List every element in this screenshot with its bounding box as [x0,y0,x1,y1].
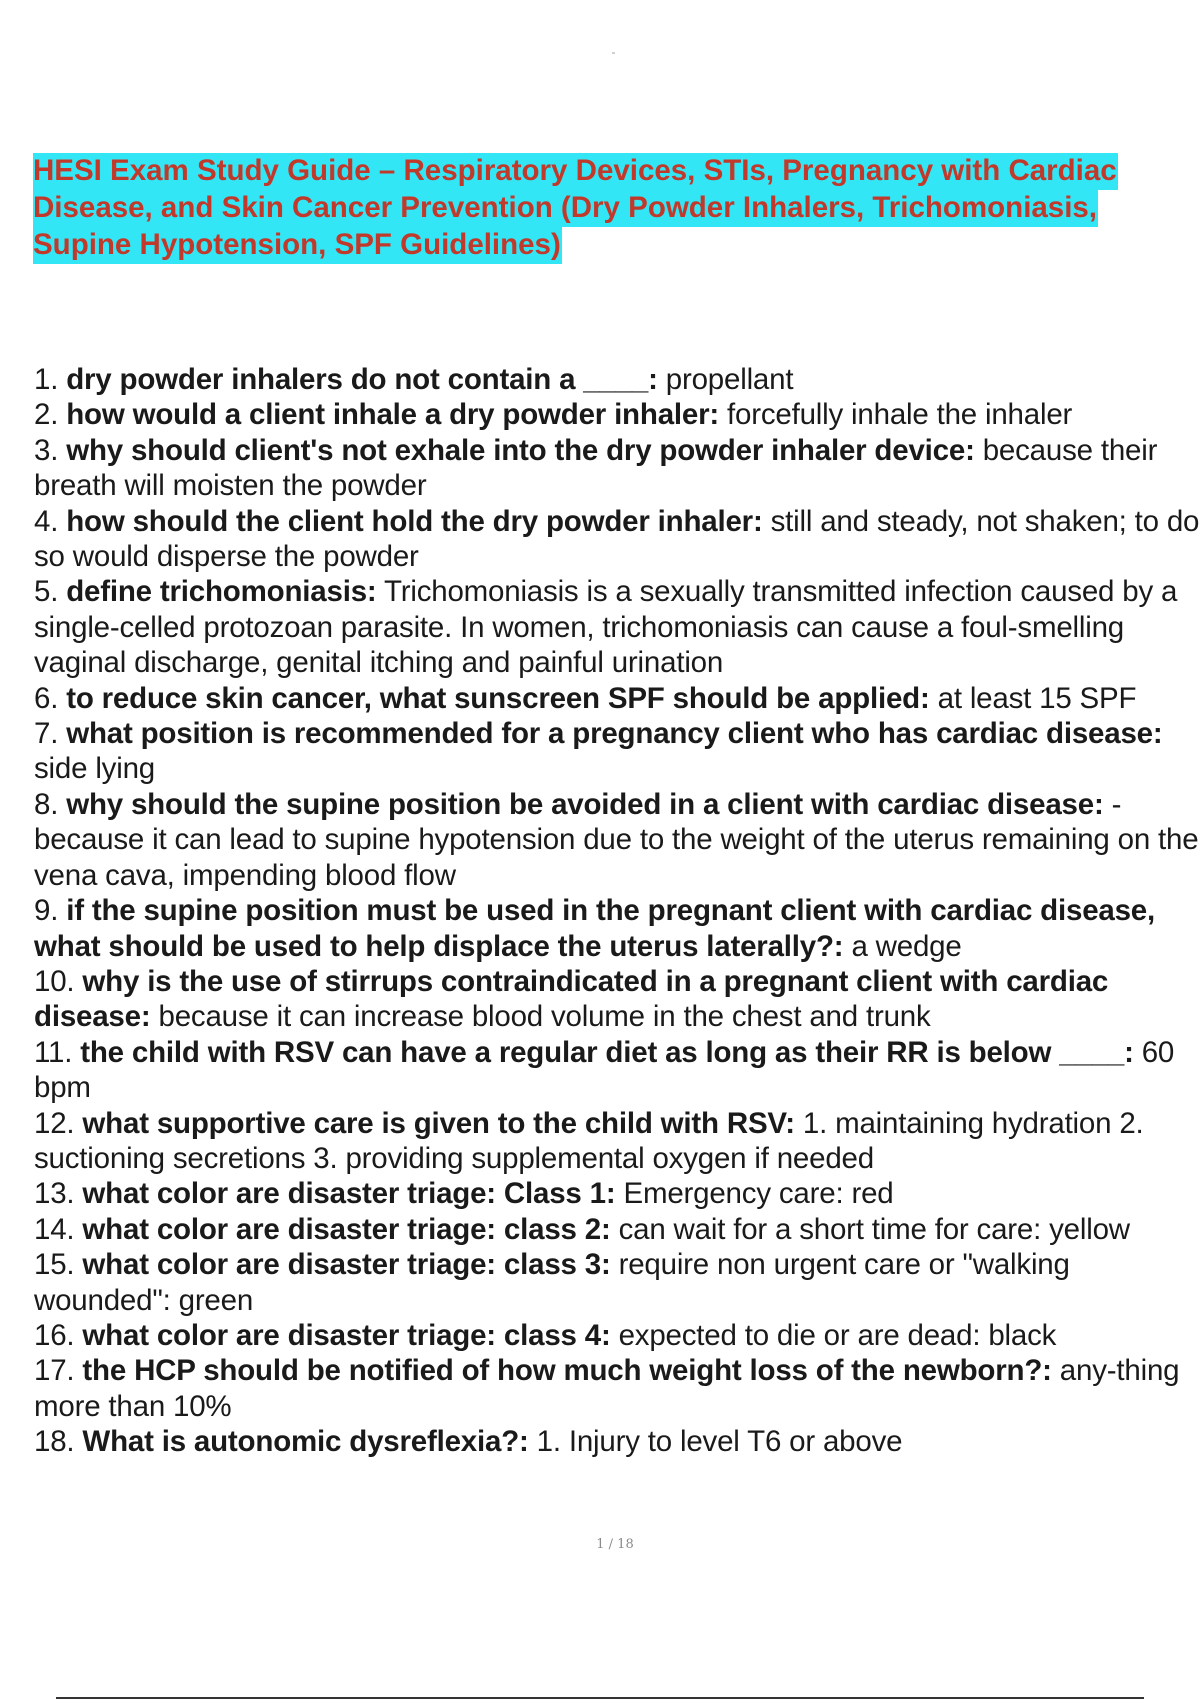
qa-item [34,787,1200,893]
qa-number: 14. [34,1212,75,1246]
qa-number: 9. [34,894,59,928]
qa-answer: Trichomoniasis is a sexually transmitted infection caused by a single-celled protozoan parasite. In women, trichomoniasis can cause a foul-smelling vaginal discharge, genital itching and painful urination [34,575,1178,680]
title-line: HESI Exam Study Guide – Respiratory Devices, STIs, Pregnancy with Cardiac [33,152,1200,189]
qa-number: 1. [34,363,59,396]
qa-question: dry powder inhalers do not contain a ____: [66,363,658,396]
qa-question: what color are disaster triage: class 3: [82,1248,611,1282]
qa-answer: because their breath will moisten the powder [34,433,1158,503]
qa-question: What is autonomic dysreflexia?: [82,1425,529,1459]
qa-answer: forcefully inhale the inhaler [727,398,1073,432]
qa-question: why should client's not exhale into the dry powder inhaler device: [66,433,975,467]
qa-question: what color are disaster triage: class 2: [82,1212,611,1246]
qa-number: 16. [34,1318,75,1352]
qa-item [34,716,1200,787]
qa-number: 5. [34,575,59,609]
qa-answer: require non urgent care or "walking wounded": green [34,1248,1070,1317]
qa-answer: propellant [665,363,794,396]
qa-number: 6. [34,681,59,715]
qa-question: how should the client hold the dry powder inhaler: [66,504,763,538]
qa-item [34,504,1200,575]
qa-question: what color are disaster triage: class 4: [82,1318,611,1352]
qa-item [34,681,1200,716]
question-answer-list [34,362,1200,1460]
qa-question: the HCP should be notified of how much weight loss of the newborn?: [82,1354,1052,1388]
qa-answer: because it can increase blood volume in the chest and trunk [158,1000,931,1034]
bottom-divider [56,1697,1144,1699]
qa-item [34,1106,1200,1177]
qa-question: the child with RSV can have a regular diet as long as their RR is below ____: [80,1035,1134,1069]
qa-item [34,1212,1200,1247]
page-top-mark [612,52,615,54]
qa-answer: still and steady, not shaken; to do so would disperse the powder [34,504,1200,574]
qa-answer: at least 15 SPF [937,681,1137,715]
qa-number: 17. [34,1354,75,1388]
qa-number: 12. [34,1106,75,1140]
qa-item [34,362,1200,397]
qa-number: 13. [34,1177,75,1211]
qa-question: what color are disaster triage: Class 1: [82,1177,616,1211]
qa-item [34,1176,1200,1211]
qa-item [34,1035,1200,1106]
qa-answer: side lying [34,752,155,786]
qa-item [34,964,1200,1035]
qa-question: to reduce skin cancer, what sunscreen SPF should be applied: [66,681,930,715]
qa-question: what position is recommended for a pregnancy client who has cardiac disease: [66,717,1163,751]
qa-answer: Emergency care: red [623,1177,894,1211]
qa-question: define trichomoniasis: [66,575,377,609]
qa-question: how would a client inhale a dry powder inhaler: [66,398,720,432]
qa-question: what supportive care is given to the child with RSV: [82,1106,795,1140]
qa-number: 10. [34,964,75,998]
qa-item [34,1424,1200,1459]
qa-question: why should the supine position be avoided in a client with cardiac disease: [66,787,1104,821]
qa-number: 7. [34,717,59,751]
qa-answer: 1. maintaining hydration 2. suctioning secretions 3. providing supplemental oxygen if needed [34,1106,1144,1175]
qa-item [34,397,1200,432]
qa-answer: - because it can lead to supine hypotension due to the weight of the uterus remaining on the vena cava, impending blood flow [34,787,1199,892]
page-number: 1 / 18 [596,1537,634,1552]
qa-number: 3. [34,433,59,467]
qa-answer: expected to die or are dead: black [618,1318,1057,1352]
title-line: Supine Hypotension, SPF Guidelines) [33,226,1200,263]
qa-item [34,433,1200,504]
qa-number: 2. [34,398,59,432]
qa-answer: 1. Injury to level T6 or above [536,1425,903,1459]
document-title [33,152,1200,263]
qa-number: 15. [34,1248,75,1282]
qa-item [34,1318,1200,1353]
qa-answer: a wedge [851,929,962,963]
qa-item [34,574,1200,680]
qa-answer: any-thing more than 10% [34,1354,1180,1423]
qa-number: 4. [34,504,59,538]
qa-answer: can wait for a short time for care: yellow [618,1212,1130,1246]
qa-item [34,893,1200,964]
title-line: Disease, and Skin Cancer Prevention (Dry Powder Inhalers, Trichomoniasis, [33,189,1200,226]
qa-question: if the supine position must be used in the pregnant client with cardiac disease, what should be used to help displace the uterus laterally?: [34,894,1156,963]
qa-answer: 60 bpm [34,1035,1175,1105]
qa-question: why is the use of stirrups contraindicated in a pregnant client with cardiac disease: [34,964,1109,1034]
qa-number: 8. [34,787,59,821]
qa-number: 18. [34,1425,75,1459]
qa-number: 11. [34,1035,73,1069]
qa-item [34,1247,1200,1318]
qa-item [34,1353,1200,1424]
